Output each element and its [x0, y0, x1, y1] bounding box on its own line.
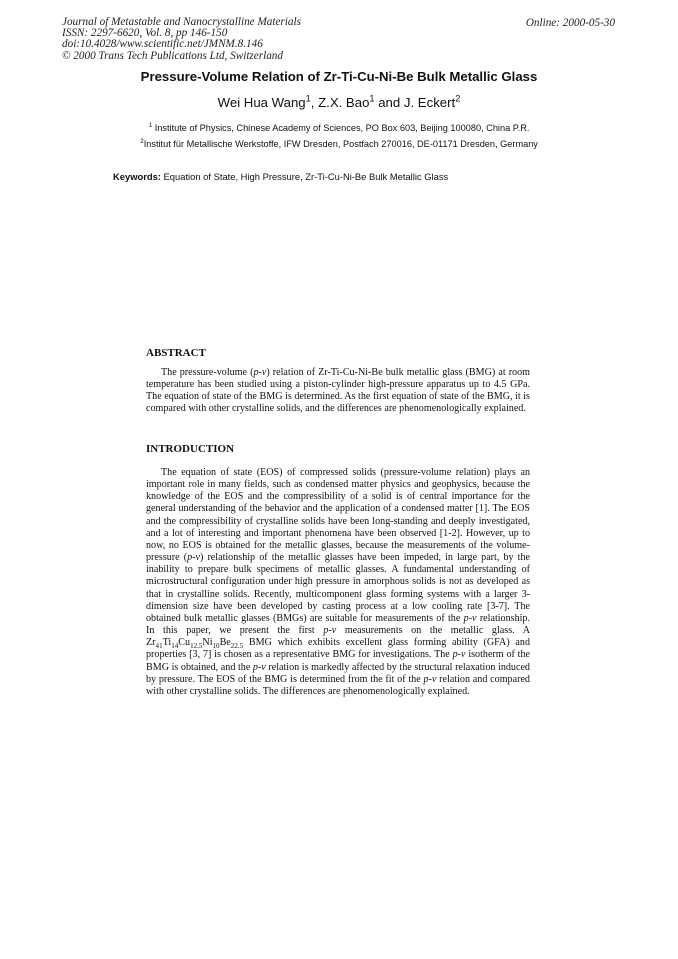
affiliation-number: 1	[148, 121, 153, 129]
text-run: ) relationship of the metallic glasses have been impeded, in large part, by the inability to prepare bulk specimens of metallic glasses. A fundamental understanding of microstructural configuration under high pressure in amorphous solids is not as developed as that in crystalline solids. Recently, multicomponent glass forming systems with a larger 3-dimension size have been developed by casting process at a low cooling rate [3-7]. The obtained bulk metallic glasses (BMGs) are suitable for measurements of the	[146, 552, 530, 624]
text-run: measurements on the metallic glass. A Zr	[146, 625, 530, 649]
affiliation-number: 2	[140, 137, 144, 145]
element-symbol: Ti	[162, 637, 172, 649]
subscript: 10	[212, 642, 220, 651]
text-run: relationship. In this paper, we present the first	[146, 612, 531, 637]
author-name: and J. Eckert	[374, 95, 456, 110]
keywords-line	[113, 171, 448, 182]
subscript: 41	[155, 642, 163, 651]
math-italic: p-v	[423, 673, 437, 685]
math-italic: p-v	[252, 661, 266, 673]
element-symbol: Ni	[202, 637, 213, 649]
math-italic: p-v	[452, 649, 466, 661]
introduction-body	[146, 467, 530, 698]
text-run: The equation of state (EOS) of compressed solids (pressure-volume relation) plays an important role in many fields, such as condensed matter physics and geophysics, because the knowledge of the EOS and the compressibility of a solid is of central importance for the general understanding of the behavior and the application of a condensed matter [1]. The EOS and the compressibility of crystalline solids have been long-standing and deeply investigated, and a lot of interesting and important phenomena have been observed [1-2]. However, up to now, no EOS is obtained for the metallic glasses, because the measurements of the volume-pressure (	[146, 467, 530, 564]
text-run: relation is markedly affected by the structural relaxation induced by pressure. The EOS of the BMG is determined from the fit of the	[146, 661, 530, 685]
affiliation-marker: 2	[455, 93, 461, 104]
subscript: 12.5	[190, 642, 203, 651]
element-symbol: Be	[219, 637, 231, 649]
subscript: 14	[171, 642, 179, 651]
copyright-line: © 2000 Trans Tech Publications Ltd, Switzerland	[62, 49, 283, 62]
math-italic: p-v	[463, 612, 477, 624]
math-italic: p-v	[323, 625, 337, 637]
keywords-text: Equation of State, High Pressure, Zr-Ti-Cu-Ni-Be Bulk Metallic Glass	[163, 171, 449, 182]
author-name: Wei Hua Wang	[217, 95, 306, 110]
affiliation-text: Institut für Metallische Werkstoffe, IFW Dresden, Postfach 270016, DE-01171 Dresden, Germany	[143, 139, 538, 149]
abstract-heading: ABSTRACT	[146, 347, 206, 359]
math-italic: p-v	[187, 552, 200, 564]
element-symbol: Cu	[178, 637, 191, 649]
journal-name: Journal of Metastable and Nanocrystalline Materials	[62, 16, 301, 28]
text-run: BMG which exhibits excellent glass forming ability (GFA) and properties [3, 7] is chosen as a representative BMG for investigations. The	[146, 637, 530, 661]
subscript: 22.5	[230, 642, 244, 651]
text-run: relation and compared with other crystalline solids. The differences are phenomenologically explained.	[146, 673, 530, 697]
abstract-body	[146, 367, 530, 416]
affiliation-2	[0, 139, 678, 149]
affiliation-marker: 1	[305, 93, 311, 104]
running-header	[62, 17, 301, 62]
text-run: The pressure-volume (	[161, 367, 254, 378]
text-run: isotherm of the BMG is obtained, and the	[146, 649, 531, 673]
introduction-heading: INTRODUCTION	[146, 443, 235, 455]
doi-line: doi:10.4028/www.scientific.net/JMNM.8.146	[62, 38, 263, 51]
math-italic: p-v	[253, 367, 267, 378]
text-run: ) relation of Zr-Ti-Cu-Ni-Be bulk metallic glass (BMG) at room temperature has been studied using a piston-cylinder high-pressure apparatus up to 4.5 GPa. The equation of state of the BMG is determined. As the first equation of state of the BMG, it is compared with other crystalline solids, and the differences are phenomenologically explained.	[146, 367, 530, 415]
affiliation-1	[0, 123, 678, 133]
affiliation-marker: 1	[369, 93, 375, 104]
online-date: Online: 2000-05-30	[525, 17, 615, 29]
keywords-label: Keywords:	[113, 171, 161, 182]
issn-line: ISSN: 2297-6620, Vol. 8, pp 146-150	[62, 27, 228, 40]
affiliation-text: Institute of Physics, Chinese Academy of Sciences, PO Box 603, Beijing 100080, China P.R.	[154, 123, 530, 133]
paper-title: Pressure-Volume Relation of Zr-Ti-Cu-Ni-Be Bulk Metallic Glass	[140, 69, 538, 84]
author-list	[0, 95, 678, 110]
author-name: , Z.X. Bao	[310, 95, 370, 110]
